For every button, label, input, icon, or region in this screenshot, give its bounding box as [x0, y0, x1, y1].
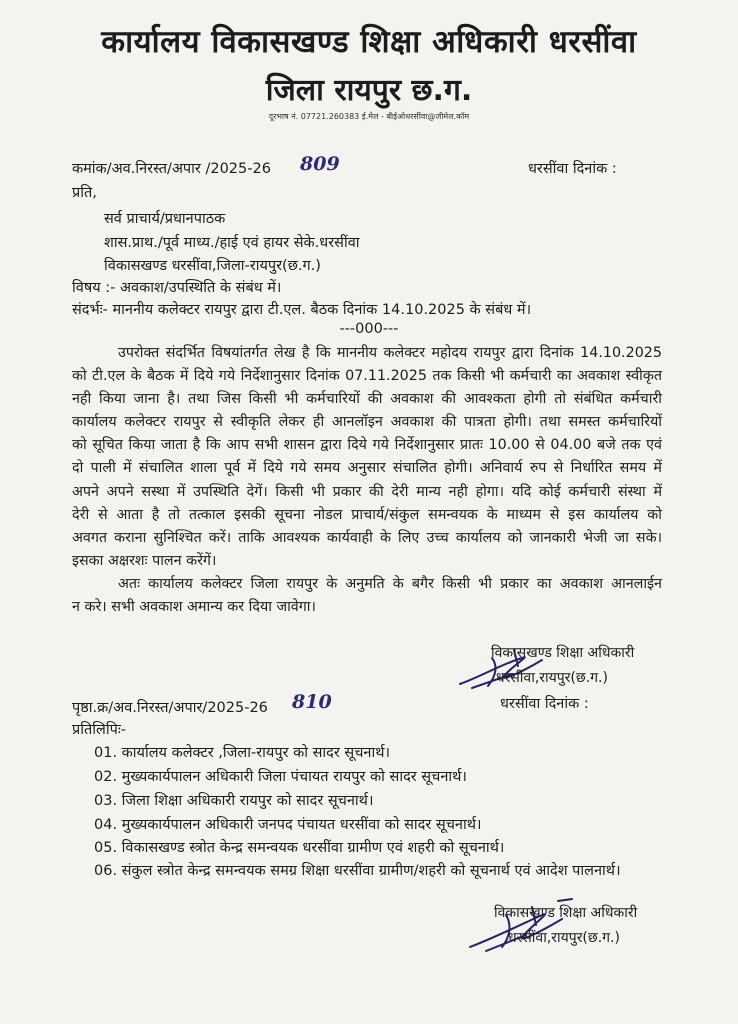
paragraph-1-line: अवगत कराना सुनिश्चित करें। ताकि आवश्यक कार्यवाही के लिए उच्च कार्यालय को जानकारी भेजी जा सके।	[72, 529, 662, 546]
endorsement-date: धरसींवा दिनांक :	[500, 696, 589, 712]
signature-2-place: धरसींवा,रायपुर(छ.ग.)	[508, 930, 620, 946]
body-paragraph-2	[72, 573, 662, 619]
signature-2-title: विकासखण्ड शिक्षा अधिकारी	[494, 905, 638, 921]
copy-item: 03. जिला शिक्षा अधिकारी रायपुर को सादर सूचनार्थ।	[94, 793, 374, 809]
copy-item: 06. संकुल स्त्रोत केन्द्र समन्वयक समग्र शिक्षा धरसींवा ग्रामीण/शहरी को सूचनार्थ एवं आदेश पालनार्थ।	[94, 863, 621, 879]
contact-line: दूरभाष नं. 07721.260383 ई.मेल - बीईओधरसींवा@जीमेल.कॉम	[268, 112, 470, 121]
paragraph-1-line: उपरोक्त संदर्भित विषयांतर्गत लेख है कि माननीय कलेक्टर महोदय रायपुर द्वारा दिनांक 14.10.2025	[118, 345, 662, 361]
paragraph-2-line: अतः कार्यालय कलेक्टर जिला रायपुर के अनुमति के बगैर किसी भी प्रकार का अवकाश आनलाईन	[118, 576, 662, 592]
copy-item: 04. मुख्यकार्यपालन अधिकारी जनपद पंचायत धरसींवा को सादर सूचनार्थ।	[94, 817, 482, 833]
reference-date: धरसींवा दिनांक :	[528, 161, 617, 177]
signature-1-title: विकासखण्ड शिक्षा अधिकारी	[491, 645, 635, 661]
district-title: जिला रायपुर छ.ग.	[265, 73, 473, 108]
signature-1-place: धरसींवा,रायपुर(छ.ग.)	[496, 670, 608, 686]
recipient-line-1: सर्व प्राचार्य/प्रधानपाठक	[104, 211, 226, 227]
recipient-prati: प्रति,	[72, 185, 97, 201]
paragraph-1-line: कार्यालय कलेक्टर रायपुर से स्वीकृति लेकर ही आनलॉइन अवकाश की पात्रता होगी। तथा समस्त कर्मचारियों	[72, 414, 662, 431]
endorsement-number: पृष्ठा.क्र/अव.निरस्त/अपार/2025-26	[72, 700, 268, 716]
paragraph-1-line: देरी से आता है तो तत्काल इसकी सूचना नोडल प्राचार्य/संकुल समन्वयक के माध्यम से इस कार्यालय को	[72, 506, 662, 523]
copy-item: 01. कार्यालय कलेक्टर ,जिला-रायपुर को सादर सूचनार्थ।	[94, 745, 390, 761]
paragraph-2-line: न करे। सभी अवकाश अमान्य कर दिया जावेगा।	[72, 599, 316, 616]
reference-number-handwritten: 809	[300, 153, 340, 175]
office-title: कार्यालय विकासखण्ड शिक्षा अधिकारी धरसींवा	[101, 24, 637, 60]
separator: ---000---	[339, 321, 399, 337]
context-line: संदर्भः- माननीय कलेक्टर रायपुर द्वारा टी.एल. बैठक दिनांक 14.10.2025 के संबंध में।	[72, 302, 532, 318]
paragraph-1-line: इसका अक्षरशः पालन करेंगें।	[72, 552, 217, 569]
endorsement-number-handwritten: 810	[292, 691, 332, 713]
copy-item: 02. मुख्यकार्यपालन अधिकारी जिला पंचायत रायपुर को सादर सूचनार्थ।	[94, 769, 467, 785]
body-paragraph-1	[72, 342, 662, 573]
paragraph-1-line: दो पाली में संचालित शाला पूर्व में दिये गये समय अनुसार संचालित होगी। अनिवार्य रुप से निर्धारित समय में	[72, 460, 662, 477]
paragraph-1-line: नही किया जाना है। तथा जिस किसी भी कर्मचारियों की अवकाश की आवश्कता होगी तो संबंधित कर्मचारी	[72, 391, 662, 408]
copy-label: प्रतिलिपिः-	[72, 722, 127, 738]
recipient-line-3: विकासखण्ड धरसींवा,जिला-रायपुर(छ.ग.)	[104, 258, 321, 274]
paragraph-1-line: अपने अपने सस्था में उपस्थिति देगें। किसी भी प्रकार की देरी मान्य नही होगा। यदि कोई कर्मचारी संस्था में	[72, 483, 662, 500]
paragraph-1-line: को सूचित किया जाता है कि आप सभी शासन द्वारा दिये गये निर्देशानुसार प्रातः 10.00 से 04.00 बजे तक एवं	[72, 437, 662, 454]
recipient-line-2: शास.प्राथ./पूर्व माध्य./हाई एवं हायर सेके.धरसींवा	[104, 235, 360, 251]
paragraph-1-line: को टी.एल के बैठक में दिये गये निर्देशानुसार दिनांक 07.11.2025 तक किसी भी कर्मचारी का अवकाश स्वीकृत	[72, 368, 662, 385]
reference-number: कमांक/अव.निरस्त/अपार /2025-26	[72, 161, 271, 177]
subject-line: विषय :- अवकाश/उपस्थिति के संबंध में।	[72, 280, 282, 296]
copy-item: 05. विकासखण्ड स्त्रोत केन्द्र समन्वयक धरसींवा ग्रामीण एवं शहरी को सूचनार्थ।	[94, 840, 505, 856]
